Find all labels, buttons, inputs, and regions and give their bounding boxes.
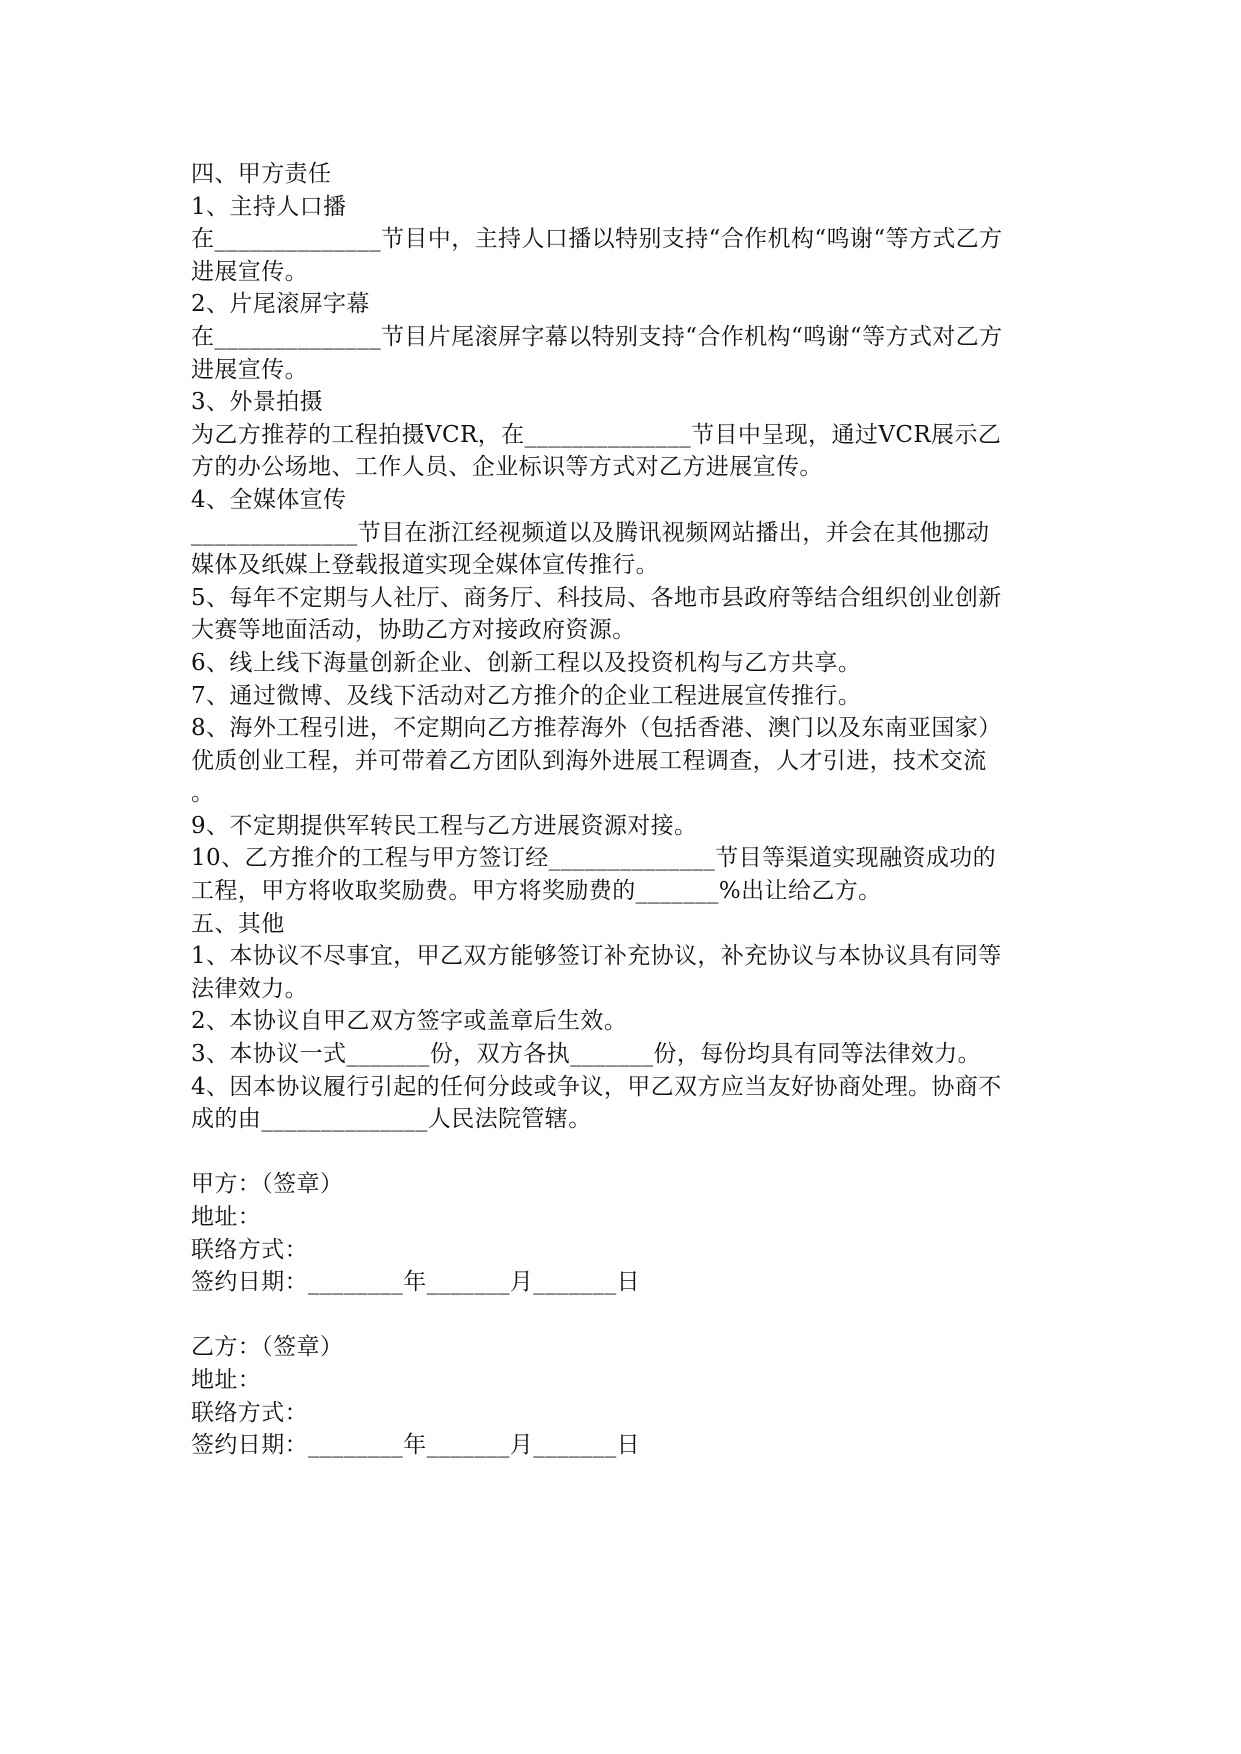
clause-text-line: 在______________节目中，主持人口播以特别支持“合作机构“鸣谢“等方式乙方 [191,226,1003,253]
clause-text-line: 进展宣传。 [191,258,308,285]
party-a-contact: 联络方式： [191,1236,308,1263]
spacer [191,1136,1051,1169]
section-heading-party-a-duties: 四、甲方责任 [191,161,332,187]
clause-text-line: 为乙方推荐的工程拍摄VCR，在______________节目中呈现，通过VCR展示乙 [191,421,1002,448]
party-b-contact: 联络方式： [191,1399,308,1426]
clause-all-media-heading: 4、全媒体宣传 [191,486,347,513]
clause-text-line: 在______________节目片尾滚屏字幕以特别支持“合作机构“鸣谢“等方式对乙方 [191,323,1003,350]
clause-text-line: 进展宣传。 [191,356,308,383]
section-heading-other: 五、其他 [191,910,285,937]
clause-text-line: 8、海外工程引进，不定期向乙方推荐海外（包括香港、澳门以及东南亚国家） [191,715,1002,742]
clause-text-line: 9、不定期提供军转民工程与乙方进展资源对接。 [191,812,698,839]
clause-text-line: 法律效力。 [191,975,308,1002]
clause-text-line: 工程，甲方将收取奖励费。甲方将奖励费的_______%出让给乙方。 [191,878,882,905]
party-b-sign-date: 签约日期：________年_______月_______日 [191,1432,640,1459]
clause-text-line: 7、通过微博、及线下活动对乙方推介的企业工程进展宣传推行。 [191,682,862,709]
party-a-title: 甲方：（签章） [191,1171,344,1198]
clause-text-line: 优质创业工程，并可带着乙方团队到海外进展工程调查，人才引进，技术交流 [191,747,987,774]
clause-text-line: 3、本协议一式_______份，双方各执_______份，每份均具有同等法律效力。 [191,1041,982,1068]
clause-text-line: 媒体及纸媒上登载报道实现全媒体宣传推行。 [191,552,659,579]
clause-text-line: 。 [191,780,215,807]
document-body [191,158,1051,1462]
party-b-address: 地址： [191,1366,262,1393]
clause-text-line: 4、因本协议履行引起的任何分歧或争议，甲乙双方应当友好协商处理。协商不 [191,1073,1002,1100]
clause-text-line: 10、乙方推介的工程与甲方签订经______________节目等渠道实现融资成功的 [191,845,997,872]
clause-text-line: 大赛等地面活动，协助乙方对接政府资源。 [191,617,636,644]
clause-location-shoot-heading: 3、外景拍摄 [191,389,324,416]
clause-text-line: 成的由______________人民法院管辖。 [191,1106,592,1133]
clause-text-line: 1、本协议不尽事宜，甲乙双方能够签订补充协议，补充协议与本协议具有同等 [191,943,1002,970]
clause-text-line: ______________节目在浙江经视频道以及腾讯视频网站播出，并会在其他挪动 [191,519,990,546]
clause-host-announcement-heading: 1、主持人口播 [191,193,347,220]
clause-text-line: 6、线上线下海量创新企业、创新工程以及投资机构与乙方共享。 [191,649,862,676]
clause-text-line: 5、每年不定期与人社厅、商务厅、科技局、各地市县政府等结合组织创业创新 [191,584,1002,611]
party-b-title: 乙方：（签章） [191,1334,344,1361]
party-a-sign-date: 签约日期：________年_______月_______日 [191,1269,640,1296]
clause-text-line: 2、本协议自甲乙双方签字或盖章后生效。 [191,1008,628,1035]
clause-text-line: 方的办公场地、工作人员、企业标识等方式对乙方进展宣传。 [191,454,823,481]
party-a-address: 地址： [191,1204,262,1230]
party-a-signature-block [191,1168,1051,1298]
spacer [191,1299,1051,1332]
party-b-signature-block [191,1331,1051,1461]
clause-credits-heading: 2、片尾滚屏字幕 [191,291,370,318]
